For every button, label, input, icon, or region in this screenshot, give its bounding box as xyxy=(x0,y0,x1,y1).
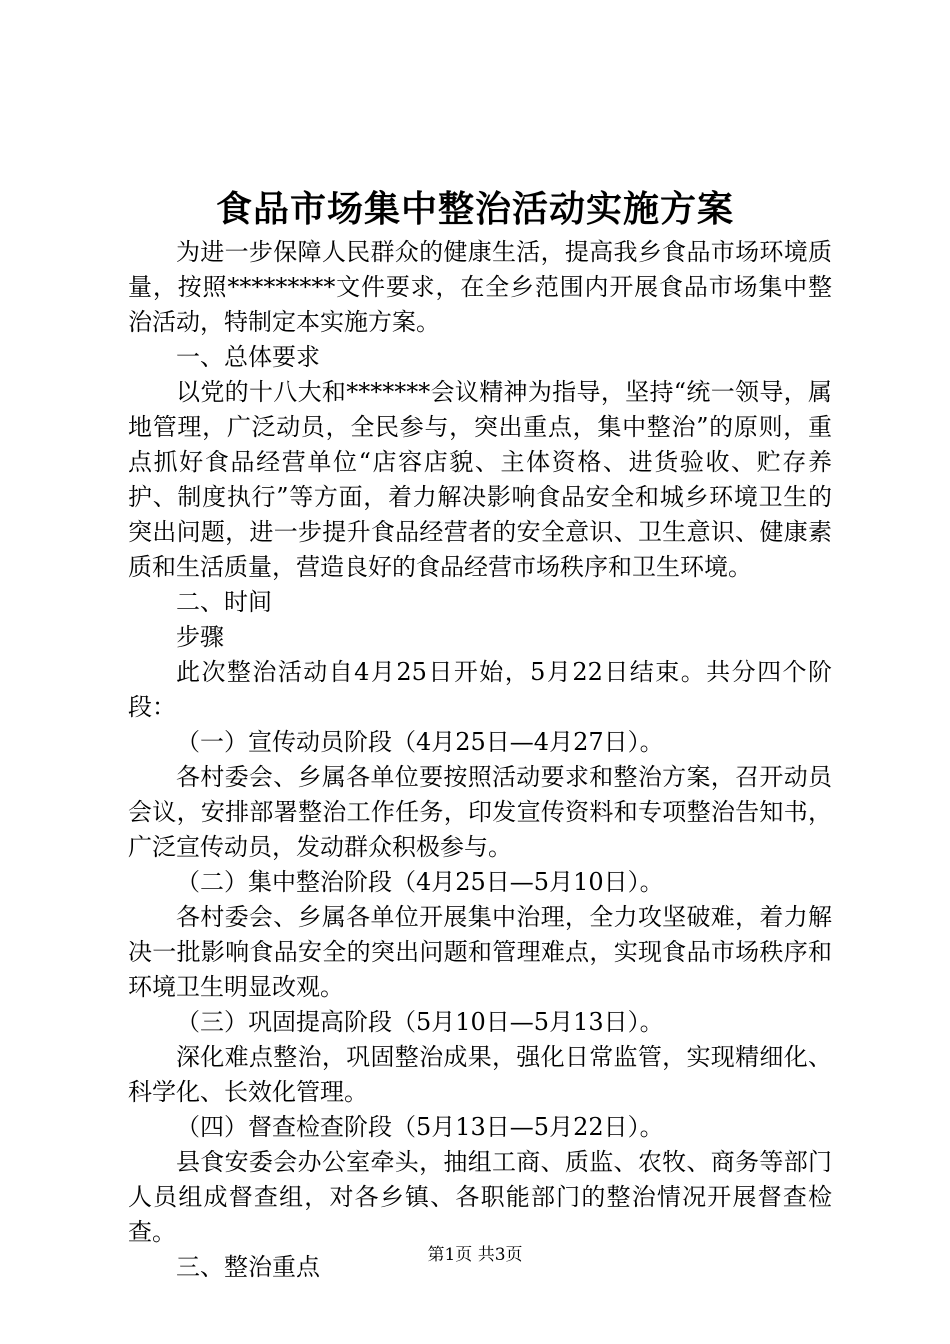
page-footer: 第1页 共3页 xyxy=(427,1245,523,1265)
section-heading-key-points: 三、整治重点 xyxy=(176,1253,320,1281)
document-title: 食品市场集中整治活动实施方案 xyxy=(215,188,734,230)
paragraph-stage-4: 县食安委会办公室牵头，抽组工商、质监、农牧、商务等部门人员组成督查组，对各乡镇、各职能部门的整治情况开展督查检查。 xyxy=(128,1148,832,1246)
section-heading-time: 二、时间 xyxy=(176,588,272,616)
section-heading-general-requirements: 一、总体要求 xyxy=(176,343,320,371)
paragraph-stage-1: 各村委会、乡属各单位要按照活动要求和整治方案，召开动员会议，安排部署整治工作任务，印发宣传资料和专项整治告知书，广泛宣传动员，发动群众积极参与。 xyxy=(128,763,832,861)
paragraph-stage-3: 深化难点整治，巩固整治成果，强化日常监管，实现精细化、科学化、长效化管理。 xyxy=(128,1043,832,1106)
stage-heading-1: （一）宣传动员阶段（4月25日—4月27日）。 xyxy=(176,728,664,756)
stage-heading-2: （二）集中整治阶段（4月25日—5月10日）。 xyxy=(176,868,664,896)
paragraph-stage-2: 各村委会、乡属各单位开展集中治理，全力攻坚破难，着力解决一批影响食品安全的突出问题和管理难点，实现食品市场秩序和环境卫生明显改观。 xyxy=(128,903,832,1001)
stage-heading-4: （四）督查检查阶段（5月13日—5月22日）。 xyxy=(176,1113,664,1141)
paragraph-schedule: 此次整治活动自4月25日开始，5月22日结束。共分四个阶段： xyxy=(128,658,832,721)
stage-heading-3: （三）巩固提高阶段（5月10日—5月13日）。 xyxy=(176,1008,664,1036)
paragraph-intro: 为进一步保障人民群众的健康生活，提高我乡食品市场环境质量，按照*********文件要求，在全乡范围内开展食品市场集中整治活动，特制定本实施方案。 xyxy=(128,238,832,336)
paragraph-general-requirements: 以党的十八大和*******会议精神为指导，坚持“统一领导，属地管理，广泛动员，全民参与，突出重点，集中整治”的原则，重点抓好食品经营单位“店容店貌、主体资格、进货验收、贮存养护、制度执行”等方面，着力解决影响食品安全和城乡环境卫生的突出问题，进一步提升食品经营者的安全意识、卫生意识、健康素质和生活质量，营造良好的食品经营市场秩序和卫生环境。 xyxy=(128,378,832,581)
section-heading-steps: 步骤 xyxy=(176,623,224,651)
document-body xyxy=(128,235,832,1285)
